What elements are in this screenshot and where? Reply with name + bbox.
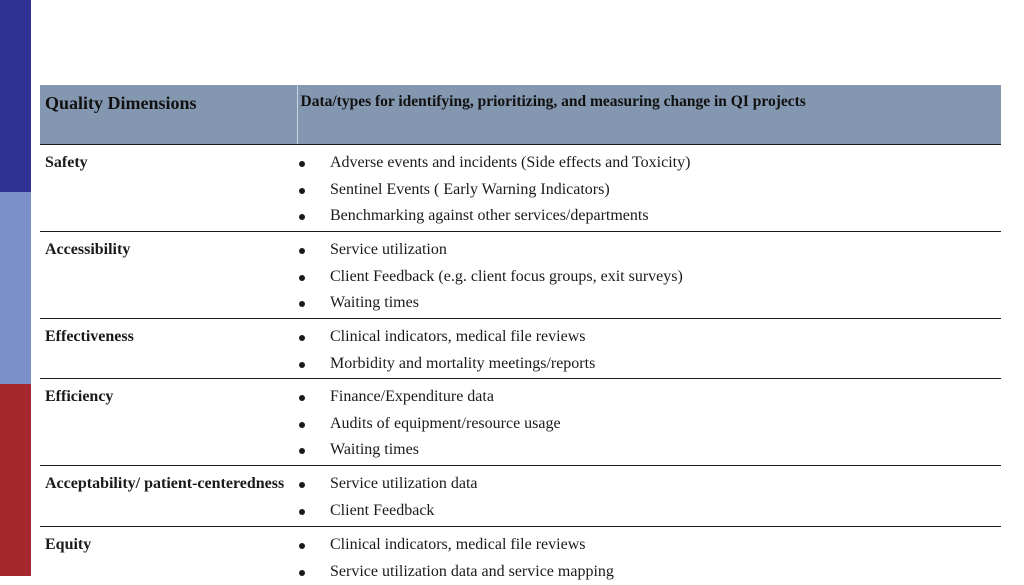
list-item [297, 411, 1001, 438]
table-row [40, 379, 1001, 466]
table-row [40, 466, 1001, 527]
header-data-types: Data/types for identifying, prioritizing, and measuring change in QI projects [297, 85, 1001, 145]
dimension-cell [40, 466, 297, 527]
list-item [297, 559, 1001, 585]
bullet-icon [299, 395, 305, 401]
header-quality-dimensions: Quality Dimensions [40, 85, 297, 145]
bullet-icon [299, 161, 305, 167]
list-item [297, 150, 1001, 177]
list-item-text: Sentinel Events ( Early Warning Indicators) [330, 181, 610, 198]
list-item-text: Audits of equipment/resource usage [330, 415, 561, 432]
list-item-text: Client Feedback [330, 502, 434, 519]
list-item-text: Waiting times [330, 294, 419, 311]
decorative-stripe-top [0, 0, 31, 192]
bullet-icon [299, 422, 305, 428]
list-item-text: Service utilization [330, 241, 447, 258]
dimension-label: Acceptability/ patient-centeredness [40, 466, 297, 497]
list-item-text: Service utilization data and service mapping [330, 563, 614, 580]
quality-dimensions-table [40, 85, 1001, 585]
table-row [40, 232, 1001, 319]
bullet-icon [299, 214, 305, 220]
dimension-cell [40, 319, 297, 379]
dimension-label: Accessibility [40, 232, 297, 263]
data-types-cell [297, 145, 1001, 232]
list-item [297, 532, 1001, 559]
list-item [297, 437, 1001, 464]
list-item [297, 177, 1001, 204]
list-item [297, 471, 1001, 498]
bullet-icon [299, 509, 305, 515]
list-item [297, 264, 1001, 291]
list-item-text: Morbidity and mortality meetings/reports [330, 355, 595, 372]
bullet-icon [299, 335, 305, 341]
bullet-icon [299, 188, 305, 194]
data-types-cell [297, 466, 1001, 527]
bullet-icon [299, 543, 305, 549]
bullet-list [297, 527, 1001, 585]
list-item [297, 384, 1001, 411]
bullet-list [297, 379, 1001, 464]
data-types-cell [297, 232, 1001, 319]
dimension-cell [40, 527, 297, 585]
bullet-icon [299, 448, 305, 454]
bullet-list [297, 319, 1001, 377]
list-item-text: Client Feedback (e.g. client focus groups, exit surveys) [330, 268, 683, 285]
table-body [40, 145, 1001, 585]
decorative-stripe-middle [0, 192, 31, 384]
dimension-label: Efficiency [40, 379, 297, 410]
bullet-icon [299, 275, 305, 281]
bullet-list [297, 232, 1001, 317]
list-item-text: Finance/Expenditure data [330, 388, 494, 405]
list-item-text: Service utilization data [330, 475, 478, 492]
list-item-text: Clinical indicators, medical file reviews [330, 328, 585, 345]
list-item-text: Clinical indicators, medical file reviews [330, 536, 585, 553]
bullet-icon [299, 362, 305, 368]
list-item [297, 351, 1001, 378]
data-types-cell [297, 527, 1001, 585]
dimension-cell [40, 232, 297, 319]
dimension-cell [40, 145, 297, 232]
list-item [297, 203, 1001, 230]
list-item [297, 237, 1001, 264]
table-row [40, 319, 1001, 379]
dimension-cell [40, 379, 297, 466]
dimension-label: Effectiveness [40, 319, 297, 350]
data-types-cell [297, 319, 1001, 379]
bullet-icon [299, 482, 305, 488]
list-item [297, 290, 1001, 317]
table-row [40, 145, 1001, 232]
bullet-icon [299, 248, 305, 254]
list-item [297, 498, 1001, 525]
table-row [40, 527, 1001, 585]
decorative-stripe-bottom [0, 384, 31, 576]
bullet-icon [299, 570, 305, 576]
list-item-text: Adverse events and incidents (Side effects and Toxicity) [330, 154, 690, 171]
list-item-text: Benchmarking against other services/departments [330, 207, 649, 224]
list-item-text: Waiting times [330, 441, 419, 458]
bullet-icon [299, 301, 305, 307]
list-item [297, 324, 1001, 351]
data-types-cell [297, 379, 1001, 466]
dimension-label: Equity [40, 527, 297, 558]
bullet-list [297, 466, 1001, 524]
bullet-list [297, 145, 1001, 230]
table-header-row [40, 85, 1001, 145]
dimension-label: Safety [40, 145, 297, 176]
